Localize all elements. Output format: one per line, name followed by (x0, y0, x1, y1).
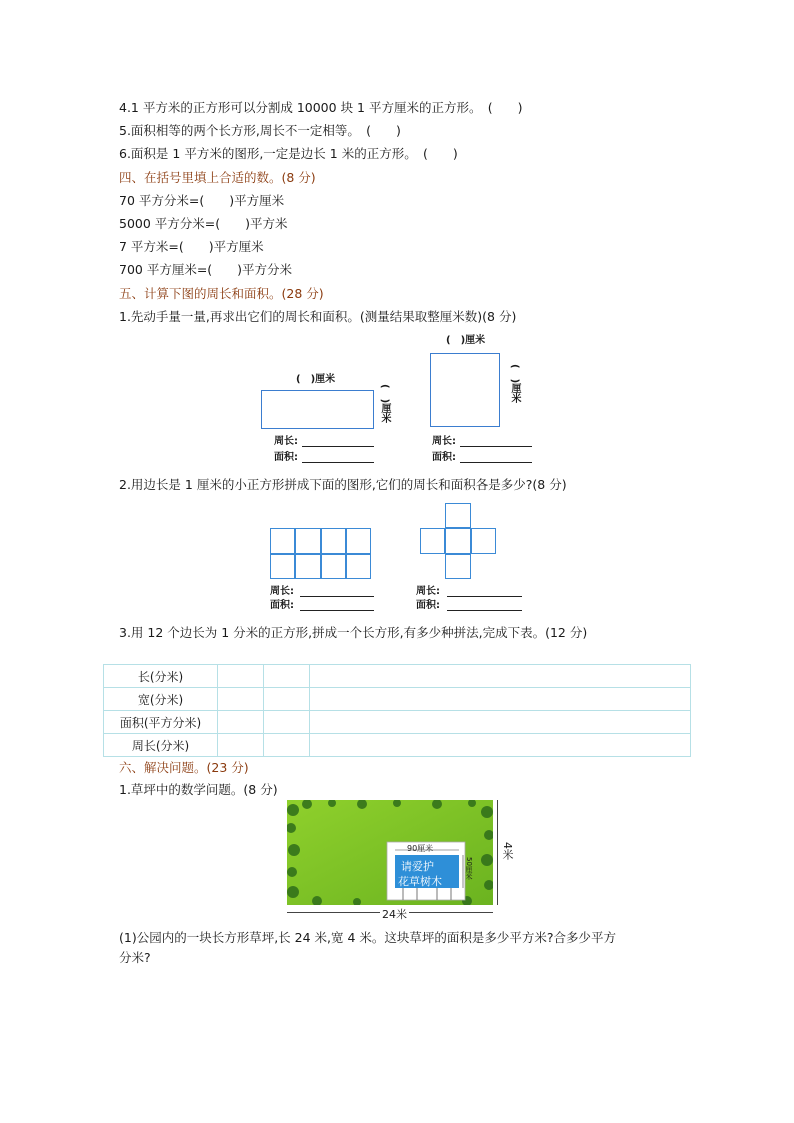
rect-perimeter-label: 周长: (274, 436, 298, 447)
section6-sub1-line1: (1)公园内的一块长方形草坪,长 24 米,宽 4 米。这块草坪的面积是多少平方米?合多少平方 (119, 930, 617, 945)
grid-perimeter-blank[interactable] (300, 596, 374, 597)
cross-area-blank[interactable] (447, 610, 522, 611)
row-header-length: 长(分米) (104, 665, 218, 688)
cross-perimeter-blank[interactable] (447, 596, 522, 597)
conversion-item-4: 700 平方厘米=( )平方分米 (119, 262, 293, 277)
lawn-graphic (287, 800, 493, 905)
rect-width-label: ( )厘米 (379, 384, 390, 424)
sign-text-line1: 请爱护 (401, 860, 434, 873)
section5-question-3: 3.用 12 个边长为 1 分米的正方形,拼成一个长方形,有多少种拼法,完成下表。(12 分) (119, 625, 588, 640)
section5-heading: 五、计算下图的周长和面积。(28 分) (119, 286, 324, 301)
row-header-perimeter: 周长(分米) (104, 734, 218, 757)
square-area-label: 面积: (432, 452, 456, 463)
square-side-label: ( )厘米 (446, 335, 486, 346)
conversion-item-2: 5000 平方分米=( )平方米 (119, 216, 288, 231)
section5-question-1: 1.先动手量一量,再求出它们的周长和面积。(测量结果取整厘米数)(8 分) (119, 309, 517, 324)
judgment-item-5: 5.面积相等的两个长方形,周长不一定相等。 ( ) (119, 123, 401, 138)
square-perimeter-blank[interactable] (460, 446, 532, 447)
sign-width-label: 90厘米 (407, 844, 434, 853)
grid-perimeter-label: 周长: (270, 586, 294, 597)
table-row (104, 734, 691, 757)
section6-heading: 六、解决问题。(23 分) (119, 760, 249, 775)
rect-length-label: ( )厘米 (296, 374, 336, 385)
section6-sub1-line2: 分米? (119, 950, 151, 965)
conversion-item-3: 7 平方米=( )平方厘米 (119, 239, 264, 254)
cross-perimeter-label: 周长: (416, 586, 440, 597)
rectangle-arrangements-table (103, 664, 691, 757)
row-header-width: 宽(分米) (104, 688, 218, 711)
section5-question-2: 2.用边长是 1 厘米的小正方形拼成下面的图形,它们的周长和面积各是多少?(8 分) (119, 477, 567, 492)
row-header-area: 面积(平方分米) (104, 711, 218, 734)
measure-rectangle (261, 390, 374, 429)
table-row (104, 665, 691, 688)
grid-area-label: 面积: (270, 600, 294, 611)
lawn-width-label: 24米 (382, 908, 407, 921)
tile-cross-shape (420, 503, 496, 579)
measure-square (430, 353, 500, 427)
section6-question-1: 1.草坪中的数学问题。(8 分) (119, 782, 278, 797)
sign-text-line2: 花草树木 (398, 875, 442, 888)
lawn-height-label: 4米 (501, 842, 514, 860)
tile-grid-rectangle (270, 528, 371, 579)
judgment-item-6: 6.面积是 1 平方米的图形,一定是边长 1 米的正方形。 ( ) (119, 146, 458, 161)
grid-area-blank[interactable] (300, 610, 374, 611)
square-area-blank[interactable] (460, 462, 532, 463)
square-perimeter-label: 周长: (432, 436, 456, 447)
judgment-item-4: 4.1 平方米的正方形可以分割成 10000 块 1 平方厘米的正方形。 ( ) (119, 100, 523, 115)
rect-area-label: 面积: (274, 452, 298, 463)
table-row (104, 688, 691, 711)
lawn-illustration (287, 800, 493, 905)
cross-area-label: 面积: (416, 600, 440, 611)
rect-area-blank[interactable] (302, 462, 374, 463)
section4-heading: 四、在括号里填上合适的数。(8 分) (119, 170, 316, 185)
lawn-height-line (497, 800, 498, 905)
conversion-item-1: 70 平方分米=( )平方厘米 (119, 193, 285, 208)
square-side-label-vertical: ( )厘米 (509, 364, 520, 404)
table-row (104, 711, 691, 734)
rect-perimeter-blank[interactable] (302, 446, 374, 447)
sign-height-label: 50厘米 (465, 857, 473, 880)
